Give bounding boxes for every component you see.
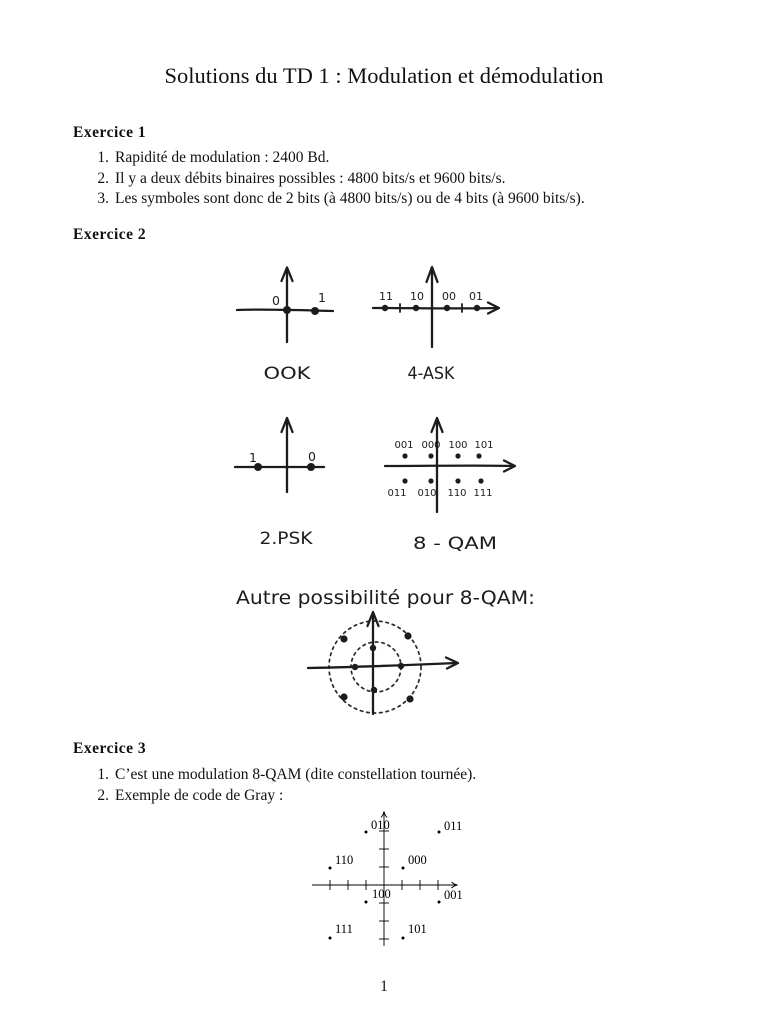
alt-8qam-note: Autre possibilité pour 8-QAM: bbox=[236, 587, 535, 609]
outer-symbol bbox=[404, 632, 411, 639]
qam8-symbol bbox=[428, 453, 433, 458]
list-item-text: Exemple de code de Gray : bbox=[115, 787, 284, 804]
ook-constellation bbox=[237, 268, 333, 385]
gray-symbol bbox=[438, 831, 441, 834]
qam8-label: 100 bbox=[448, 440, 468, 451]
ask4-symbol-11 bbox=[382, 305, 388, 311]
list-item-text: Les symboles sont donc de 2 bits (à 4800 bits/s) ou de 4 bits (à 9600 bits/s). bbox=[115, 190, 585, 207]
gray-label: 001 bbox=[444, 888, 463, 902]
psk2-caption: 2.PSK bbox=[259, 529, 314, 549]
ask4-constellation bbox=[373, 267, 499, 384]
psk2-constellation bbox=[235, 418, 324, 549]
gray-symbol bbox=[402, 867, 405, 870]
gray-label: 101 bbox=[408, 922, 427, 936]
inner-symbol bbox=[398, 663, 404, 669]
exercise-1-item-3 bbox=[0, 189, 768, 209]
outer-symbol bbox=[340, 635, 347, 642]
gray-symbol bbox=[365, 901, 368, 904]
gray-label: 000 bbox=[408, 853, 427, 867]
list-number: 2. bbox=[97, 787, 109, 804]
qam8-label: 000 bbox=[421, 440, 441, 451]
ask4-symbol-00 bbox=[444, 305, 450, 311]
exercise-3-item-1 bbox=[0, 765, 768, 785]
qam8-symbol bbox=[428, 478, 433, 483]
ask4-label: 10 bbox=[410, 290, 424, 303]
psk2-symbol-0 bbox=[307, 463, 315, 471]
exercise-1-heading: Exercice 1 bbox=[73, 124, 147, 141]
qam8-caption: 8 - QAM bbox=[413, 534, 497, 554]
gray-label: 111 bbox=[335, 922, 353, 936]
gray-symbol bbox=[365, 831, 368, 834]
gray-symbol bbox=[402, 937, 405, 940]
list-item-text: Rapidité de modulation : 2400 Bd. bbox=[115, 149, 330, 166]
circular-8qam-constellation bbox=[308, 612, 458, 714]
qam8-label: 010 bbox=[417, 488, 437, 499]
outer-symbol bbox=[340, 693, 347, 700]
page-number: 1 bbox=[380, 978, 388, 995]
exercise-1-item-1 bbox=[0, 148, 768, 168]
ask4-label: 00 bbox=[442, 290, 456, 303]
gray-code-constellation bbox=[300, 805, 470, 955]
gray-label: 011 bbox=[444, 819, 463, 833]
list-item-text: Il y a deux débits binaires possibles : 4800 bits/s et 9600 bits/s. bbox=[115, 170, 506, 187]
gray-label: 110 bbox=[335, 853, 354, 867]
list-number: 2. bbox=[97, 170, 109, 187]
exercise-2-heading: Exercice 2 bbox=[73, 226, 147, 243]
qam8-symbol bbox=[455, 453, 460, 458]
qam8-label: 111 bbox=[473, 488, 493, 499]
ook-symbol-1 bbox=[311, 307, 319, 315]
qam8-label: 011 bbox=[387, 488, 407, 499]
document-title: Solutions du TD 1 : Modulation et démodulation bbox=[164, 63, 604, 88]
qam8-label: 110 bbox=[447, 488, 467, 499]
ook-caption: OOK bbox=[263, 364, 312, 384]
exercise-2-handwritten-constellations bbox=[225, 255, 550, 725]
list-item-text: C’est une modulation 8-QAM (dite constellation tournée). bbox=[115, 766, 477, 783]
gray-symbol bbox=[329, 867, 332, 870]
qam8-label: 001 bbox=[394, 440, 414, 451]
ask4-label: 11 bbox=[379, 290, 393, 303]
psk2-label-1: 1 bbox=[249, 450, 257, 465]
ook-symbol-0 bbox=[283, 306, 291, 314]
list-number: 3. bbox=[97, 190, 109, 207]
list-number: 1. bbox=[97, 766, 109, 783]
gray-symbol bbox=[438, 901, 441, 904]
list-number: 1. bbox=[97, 149, 109, 166]
qam8-symbol bbox=[476, 453, 481, 458]
ask4-caption: 4-ASK bbox=[407, 364, 456, 384]
exercise-3-item-2 bbox=[0, 786, 768, 806]
ask4-label: 01 bbox=[469, 290, 483, 303]
ook-label-1: 1 bbox=[318, 290, 326, 305]
qam8-label: 101 bbox=[474, 440, 494, 451]
qam8-symbol bbox=[455, 478, 460, 483]
qam8-constellation bbox=[385, 418, 515, 554]
exercise-3-heading: Exercice 3 bbox=[73, 740, 147, 757]
ask4-symbol-10 bbox=[413, 305, 419, 311]
gray-label: 100 bbox=[372, 887, 391, 901]
gray-symbol bbox=[329, 937, 332, 940]
qam8-symbol bbox=[478, 478, 483, 483]
psk2-label-0: 0 bbox=[308, 449, 316, 464]
gray-label: 010 bbox=[371, 818, 390, 832]
qam8-symbol bbox=[402, 453, 407, 458]
qam8-symbol bbox=[402, 478, 407, 483]
outer-symbol bbox=[406, 695, 413, 702]
inner-symbol bbox=[371, 687, 377, 693]
inner-symbol bbox=[352, 664, 358, 670]
exercise-1-item-2 bbox=[0, 169, 768, 189]
circular-horizontal-axis bbox=[308, 663, 456, 668]
ask4-symbol-01 bbox=[474, 305, 480, 311]
inner-symbol bbox=[370, 645, 376, 651]
ook-label-0: 0 bbox=[272, 293, 280, 308]
